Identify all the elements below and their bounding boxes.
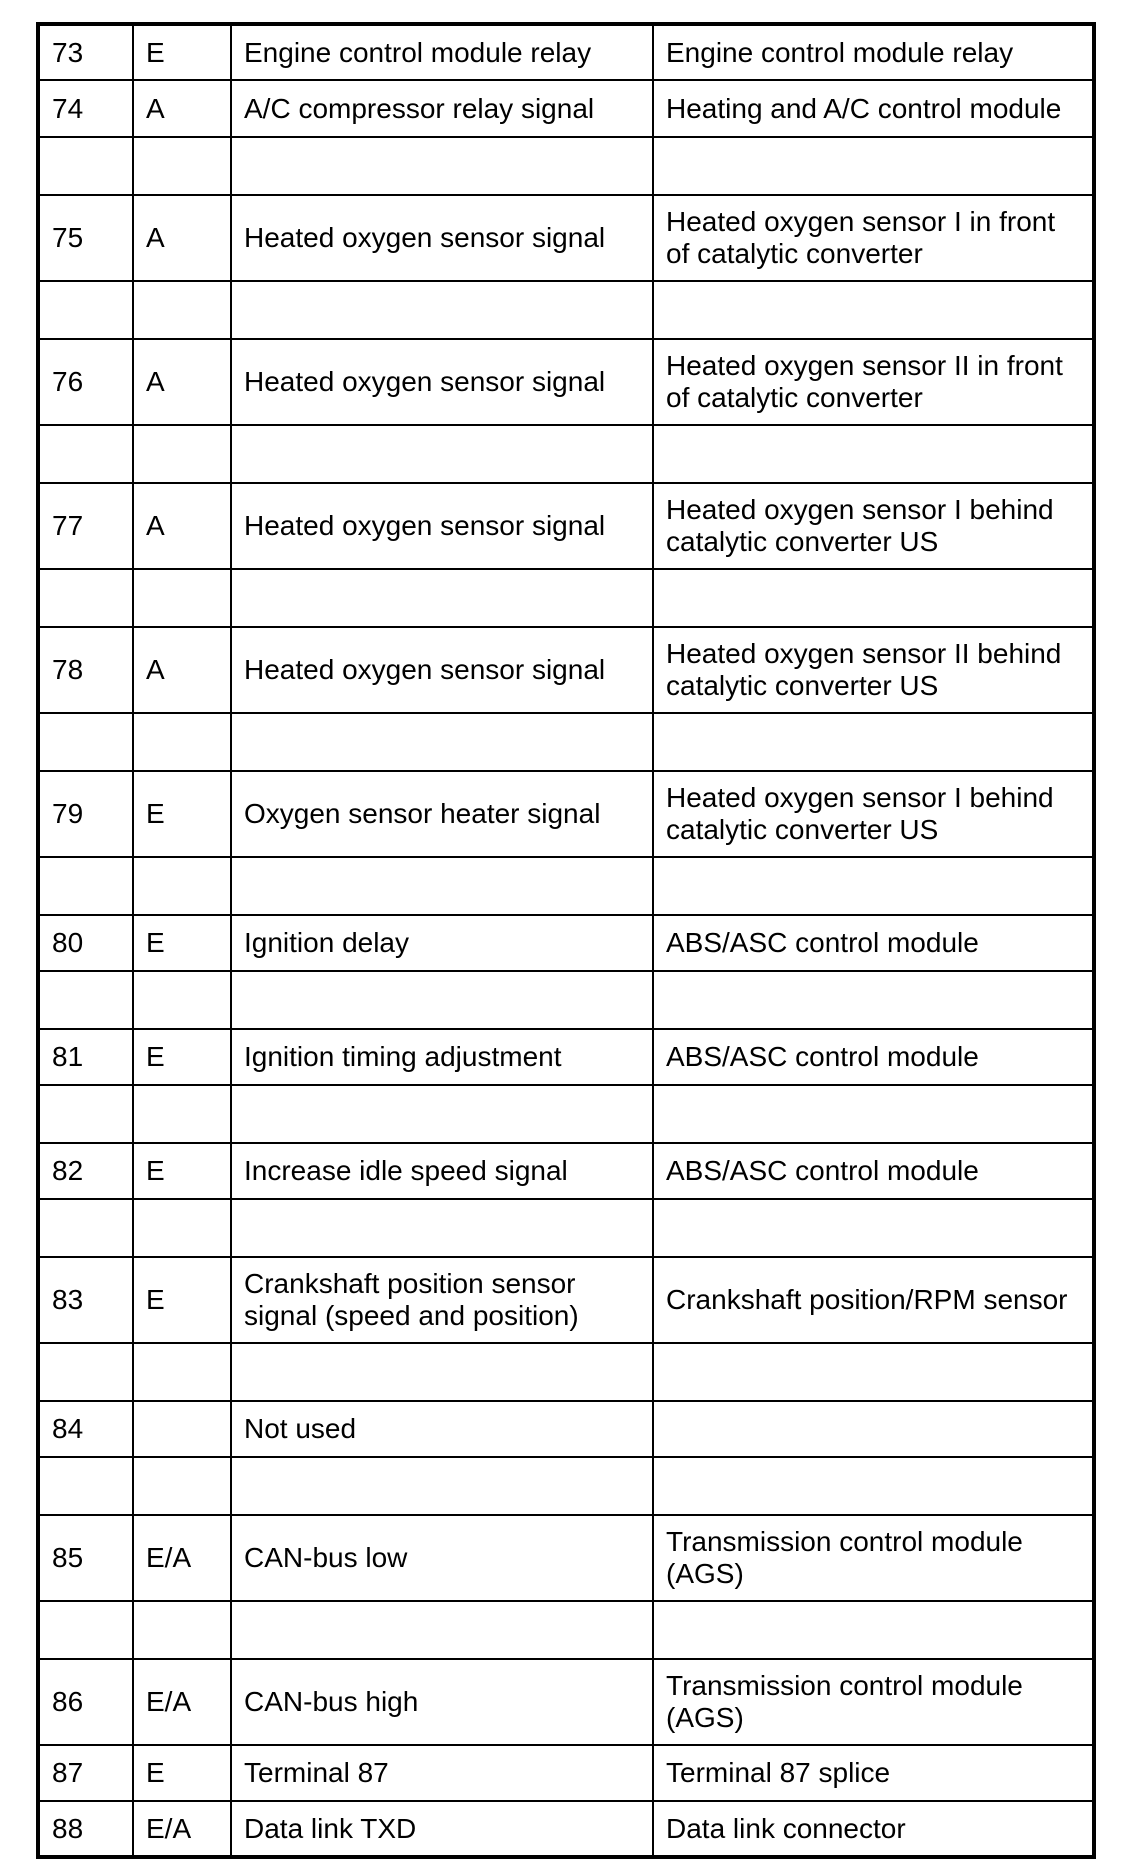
connection-cell (653, 713, 1094, 771)
table-row (38, 1257, 1094, 1343)
connection-cell (653, 857, 1094, 915)
description-cell: Not used (231, 1401, 653, 1457)
spacer-row (38, 137, 1094, 195)
table-row (38, 195, 1094, 281)
pin-cell: 87 (38, 1745, 133, 1801)
description-cell (231, 1457, 653, 1515)
pin-cell: 85 (38, 1515, 133, 1601)
type-cell (133, 1085, 231, 1143)
connection-cell: Heated oxygen sensor II behind catalytic converter US (653, 627, 1094, 713)
connection-cell: Heated oxygen sensor II in front of catalytic converter (653, 339, 1094, 425)
description-cell (231, 569, 653, 627)
description-cell: A/C compressor relay signal (231, 80, 653, 137)
connection-cell (653, 425, 1094, 483)
description-cell: CAN-bus low (231, 1515, 653, 1601)
pin-cell (38, 569, 133, 627)
table-row (38, 1143, 1094, 1199)
pin-cell: 86 (38, 1659, 133, 1745)
connection-cell (653, 1601, 1094, 1659)
connection-cell (653, 1199, 1094, 1257)
pin-cell: 74 (38, 80, 133, 137)
type-cell: E/A (133, 1801, 231, 1857)
pin-cell: 84 (38, 1401, 133, 1457)
description-cell (231, 1343, 653, 1401)
spacer-row (38, 425, 1094, 483)
description-cell: Engine control module relay (231, 24, 653, 80)
connection-cell: Transmission control module (AGS) (653, 1659, 1094, 1745)
description-cell (231, 425, 653, 483)
table-row (38, 1801, 1094, 1857)
connection-cell: Engine control module relay (653, 24, 1094, 80)
type-cell: E (133, 771, 231, 857)
type-cell (133, 1199, 231, 1257)
type-cell: E (133, 915, 231, 971)
pin-cell: 78 (38, 627, 133, 713)
type-cell: E (133, 1745, 231, 1801)
pin-table-body (38, 24, 1094, 1857)
pin-cell: 75 (38, 195, 133, 281)
spacer-row (38, 1199, 1094, 1257)
connection-cell (653, 1401, 1094, 1457)
connection-cell: Heated oxygen sensor I in front of catalytic converter (653, 195, 1094, 281)
connection-cell (653, 137, 1094, 195)
table-row (38, 627, 1094, 713)
connection-cell: Heating and A/C control module (653, 80, 1094, 137)
connection-cell: Terminal 87 splice (653, 1745, 1094, 1801)
description-cell (231, 137, 653, 195)
table-row (38, 24, 1094, 80)
description-cell (231, 1601, 653, 1659)
spacer-row (38, 1601, 1094, 1659)
spacer-row (38, 971, 1094, 1029)
type-cell (133, 1343, 231, 1401)
connection-cell (653, 1457, 1094, 1515)
type-cell: E/A (133, 1659, 231, 1745)
description-cell (231, 713, 653, 771)
type-cell (133, 281, 231, 339)
table-row (38, 915, 1094, 971)
table-row (38, 1745, 1094, 1801)
pin-cell: 79 (38, 771, 133, 857)
spacer-row (38, 281, 1094, 339)
type-cell: A (133, 80, 231, 137)
connection-cell: ABS/ASC control module (653, 915, 1094, 971)
pin-cell: 73 (38, 24, 133, 80)
connection-cell: Heated oxygen sensor I behind catalytic converter US (653, 771, 1094, 857)
table-row (38, 771, 1094, 857)
description-cell: Terminal 87 (231, 1745, 653, 1801)
type-cell: A (133, 627, 231, 713)
type-cell (133, 425, 231, 483)
pin-cell (38, 137, 133, 195)
connection-cell (653, 569, 1094, 627)
type-cell: E (133, 1029, 231, 1085)
spacer-row (38, 1085, 1094, 1143)
type-cell (133, 971, 231, 1029)
connection-cell: Heated oxygen sensor I behind catalytic converter US (653, 483, 1094, 569)
connection-cell: Crankshaft position/RPM sensor (653, 1257, 1094, 1343)
description-cell: Ignition delay (231, 915, 653, 971)
connection-cell (653, 971, 1094, 1029)
connection-cell: Transmission control module (AGS) (653, 1515, 1094, 1601)
type-cell: A (133, 483, 231, 569)
spacer-row (38, 1457, 1094, 1515)
connection-cell (653, 281, 1094, 339)
description-cell: Oxygen sensor heater signal (231, 771, 653, 857)
type-cell (133, 569, 231, 627)
table-row (38, 1029, 1094, 1085)
spacer-row (38, 713, 1094, 771)
description-cell (231, 971, 653, 1029)
type-cell: E (133, 1257, 231, 1343)
spacer-row (38, 569, 1094, 627)
connection-cell (653, 1085, 1094, 1143)
table-row (38, 1401, 1094, 1457)
type-cell: E (133, 1143, 231, 1199)
description-cell: Data link TXD (231, 1801, 653, 1857)
type-cell: A (133, 339, 231, 425)
type-cell (133, 137, 231, 195)
table-row (38, 339, 1094, 425)
spacer-row (38, 857, 1094, 915)
table-row (38, 1515, 1094, 1601)
type-cell (133, 1601, 231, 1659)
description-cell (231, 1199, 653, 1257)
pin-cell (38, 1199, 133, 1257)
pin-cell: 81 (38, 1029, 133, 1085)
pin-cell (38, 281, 133, 339)
pin-cell: 77 (38, 483, 133, 569)
pin-cell: 80 (38, 915, 133, 971)
pin-cell: 82 (38, 1143, 133, 1199)
connection-cell: Data link connector (653, 1801, 1094, 1857)
type-cell (133, 1401, 231, 1457)
description-cell: Heated oxygen sensor signal (231, 339, 653, 425)
description-cell (231, 857, 653, 915)
pin-cell (38, 1457, 133, 1515)
pin-cell (38, 1085, 133, 1143)
description-cell: Increase idle speed signal (231, 1143, 653, 1199)
type-cell (133, 1457, 231, 1515)
description-cell (231, 1085, 653, 1143)
description-cell: Heated oxygen sensor signal (231, 483, 653, 569)
connection-cell: ABS/ASC control module (653, 1143, 1094, 1199)
description-cell: CAN-bus high (231, 1659, 653, 1745)
description-cell: Ignition timing adjustment (231, 1029, 653, 1085)
pin-cell: 88 (38, 1801, 133, 1857)
pin-cell: 76 (38, 339, 133, 425)
type-cell: E/A (133, 1515, 231, 1601)
description-cell: Heated oxygen sensor signal (231, 627, 653, 713)
table-row (38, 483, 1094, 569)
table-row (38, 80, 1094, 137)
type-cell (133, 857, 231, 915)
description-cell (231, 281, 653, 339)
pin-cell: 83 (38, 1257, 133, 1343)
pin-cell (38, 857, 133, 915)
type-cell (133, 713, 231, 771)
spacer-row (38, 1343, 1094, 1401)
connection-cell: ABS/ASC control module (653, 1029, 1094, 1085)
pin-cell (38, 971, 133, 1029)
table-row (38, 1659, 1094, 1745)
pin-cell (38, 713, 133, 771)
pin-cell (38, 425, 133, 483)
type-cell: A (133, 195, 231, 281)
pin-assignment-table (36, 22, 1096, 1859)
pin-cell (38, 1601, 133, 1659)
connection-cell (653, 1343, 1094, 1401)
description-cell: Crankshaft position sensor signal (speed and position) (231, 1257, 653, 1343)
description-cell: Heated oxygen sensor signal (231, 195, 653, 281)
pin-cell (38, 1343, 133, 1401)
type-cell: E (133, 24, 231, 80)
